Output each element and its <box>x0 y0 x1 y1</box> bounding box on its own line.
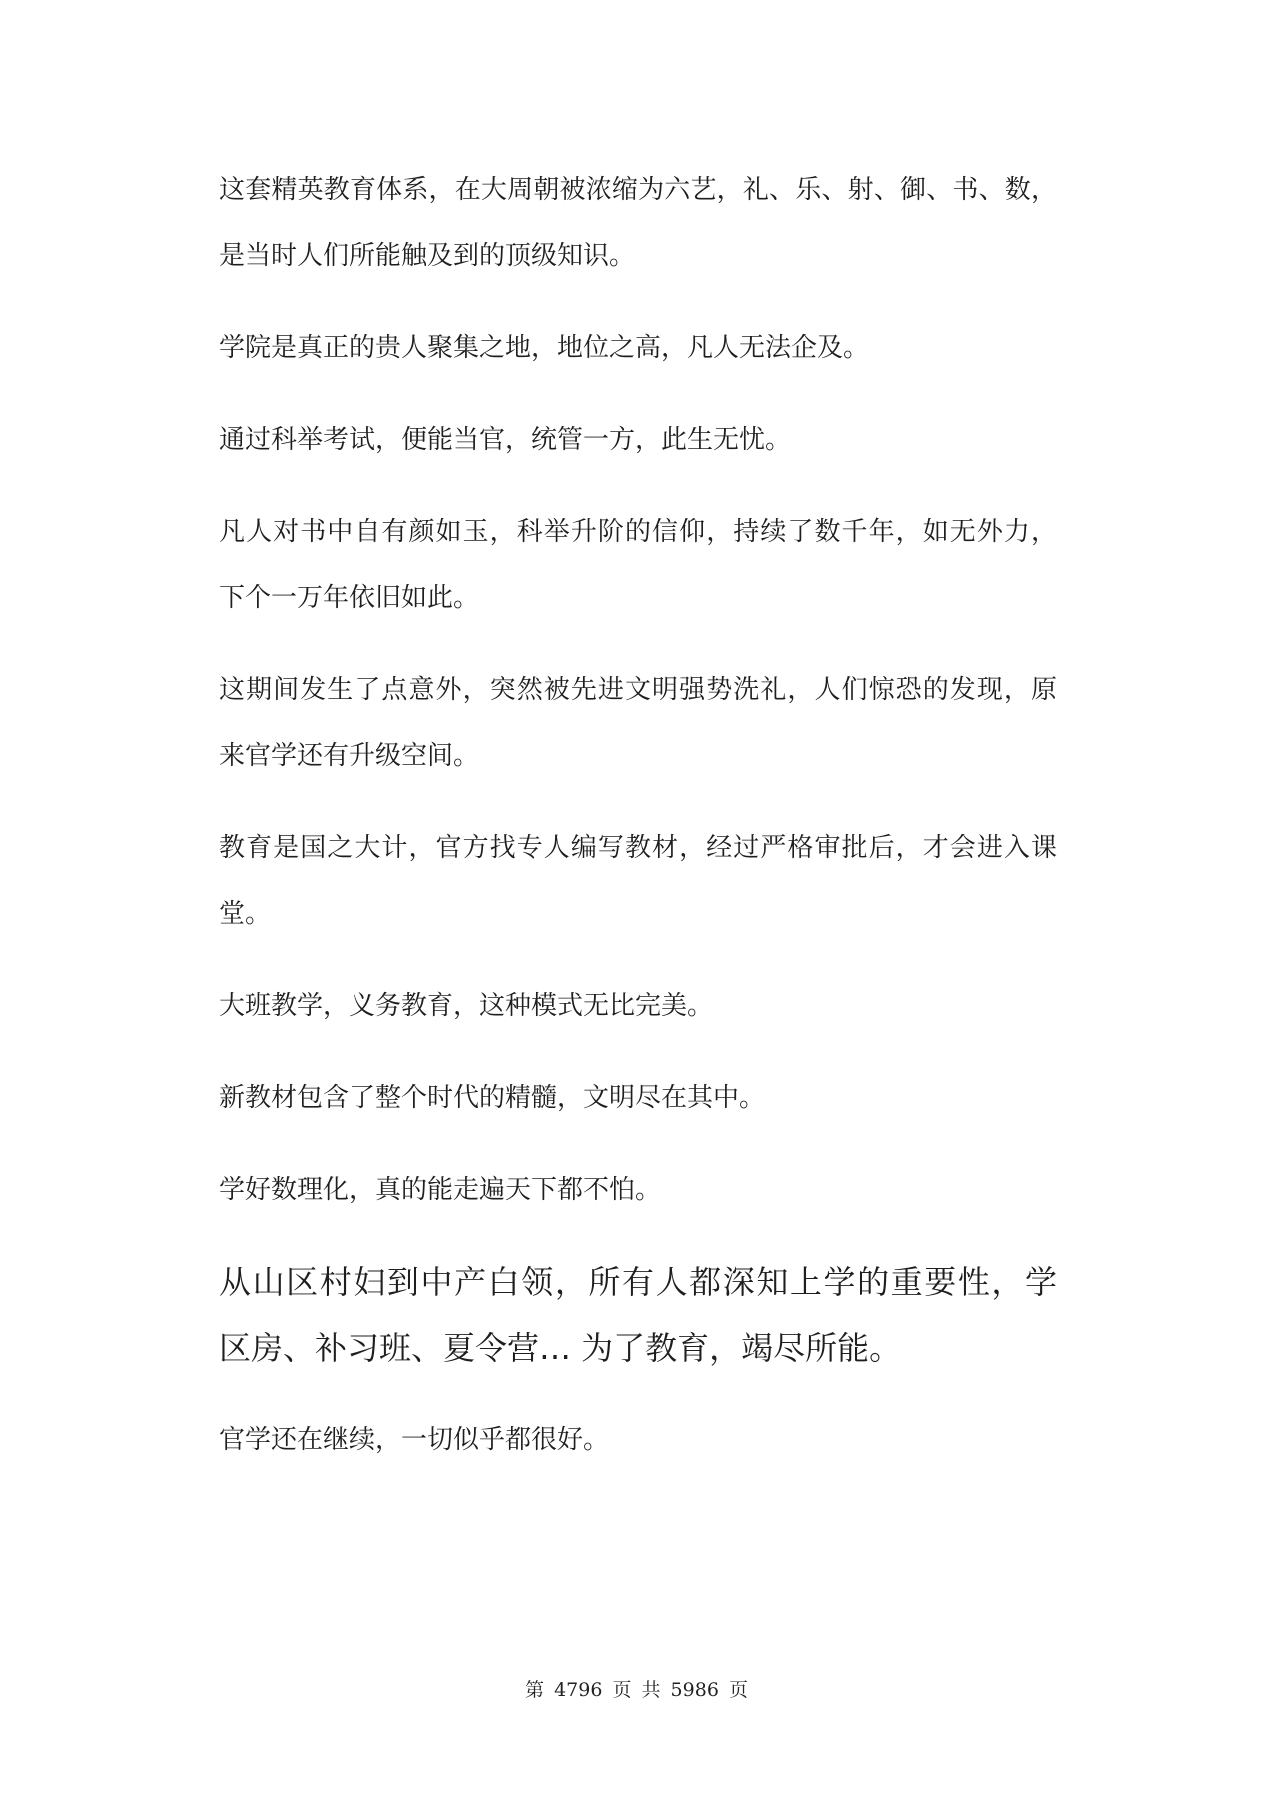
paragraph <box>219 1157 1057 1223</box>
page-number: 第 4796 页 共 5986 页 <box>525 1679 748 1701</box>
text-line: 通过科举考试，便能当官，统管一方，此生无忧。 <box>219 425 792 455</box>
text-line: 这期间发生了点意外，突然被先进文明强势洗礼，人们惊恐的发现，原 <box>219 675 1057 705</box>
text-line: 堂。 <box>219 899 272 929</box>
text-line: 大班教学，义务教育，这种模式无比完美。 <box>219 991 714 1021</box>
paragraph <box>219 315 1057 381</box>
paragraph <box>219 499 1057 631</box>
text-line: 官学还在继续，一切似乎都很好。 <box>219 1425 610 1455</box>
text-line: 是当时人们所能触及到的顶级知识。 <box>219 241 636 271</box>
text-line: 下个一万年依旧如此。 <box>219 583 480 613</box>
text-line: 这套精英教育体系，在大周朝被浓缩为六艺，礼、乐、射、御、书、数， <box>219 175 1057 205</box>
text-line: 教育是国之大计，官方找专人编写教材，经过严格审批后，才会进入课 <box>219 833 1057 863</box>
emphasized-paragraph <box>219 1249 1057 1381</box>
paragraph <box>219 815 1057 947</box>
text-line: 来官学还有升级空间。 <box>219 741 480 771</box>
text-line: 新教材包含了整个时代的精髓，文明尽在其中。 <box>219 1083 766 1113</box>
text-line: 学院是真正的贵人聚集之地，地位之高，凡人无法企及。 <box>219 333 870 363</box>
text-line: 从山区村妇到中产白领，所有人都深知上学的重要性，学 <box>219 1263 1057 1301</box>
paragraph <box>219 1407 1057 1473</box>
paragraph <box>219 973 1057 1039</box>
text-line: 凡人对书中自有颜如玉，科举升阶的信仰，持续了数千年，如无外力， <box>219 517 1057 547</box>
text-line: 学好数理化，真的能走遍天下都不怕。 <box>219 1175 662 1205</box>
text-line: 区房、补习班、夏令营… 为了教育，竭尽所能。 <box>219 1329 902 1367</box>
paragraph <box>219 657 1057 789</box>
paragraph <box>219 157 1057 289</box>
paragraph <box>219 407 1057 473</box>
paragraph <box>219 1065 1057 1131</box>
document-body <box>219 157 1057 1499</box>
